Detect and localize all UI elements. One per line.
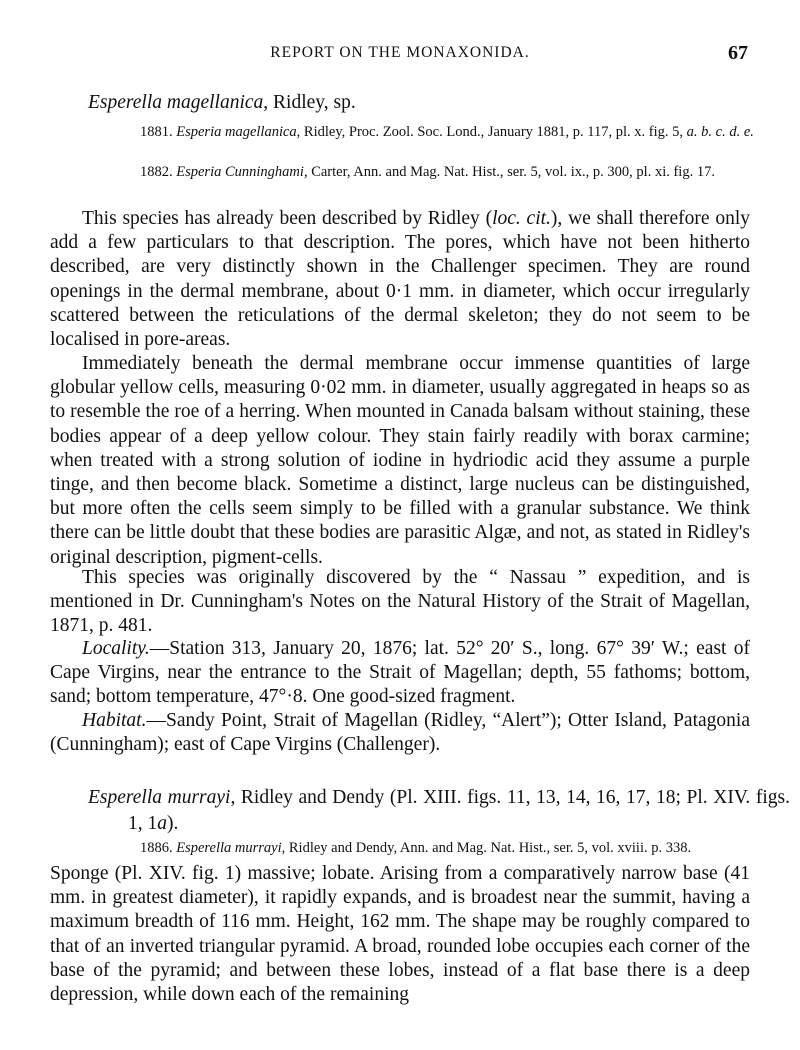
citation-year: 1886. [140, 840, 173, 856]
paragraph-origin: This species was originally discovered by the “ Nassau ” expedition, and is mentioned in Dr. Cunningham's Notes on the Natural History of the Strait of Magellan, 1871, p. 481. [50, 567, 750, 637]
species-authority: , Ridley, sp. [263, 92, 356, 113]
species-name: Esperella murrayi [88, 787, 231, 808]
running-title: REPORT ON THE MONAXONIDA. [270, 44, 530, 61]
citation-taxon: Esperia Cunninghami [176, 164, 304, 180]
citation-1886 [50, 838, 800, 858]
citation-year: 1881. [140, 124, 173, 140]
text-run-italic: loc. cit. [492, 208, 551, 229]
species-authority: , Ridley and Dendy (Pl. XIII. figs. 11, 13, 14, 16, 17, 18; Pl. XIV. figs. 1, 1 [128, 787, 791, 834]
citation-taxon: Esperella murrayi [176, 840, 282, 856]
text-run: This species has already been described by Ridley ( [82, 208, 493, 229]
page-number: 67 [728, 42, 748, 64]
paragraph-murrayi-shape: Sponge (Pl. XIV. fig. 1) massive; lobate. Arising from a comparatively narrow base (41 mm. in greatest diameter), it rapidly expands, and is broadest near the summit, having a maximum breadth of 116 mm. Height, 162 mm. The shape may be roughly compared to that of an inverted triangular pyramid. A broad, rounded lobe occupies each corner of the base of the pyramid; and between these lobes, instead of a flat base there is a deep depression, while down each of the remaining [50, 863, 750, 1006]
text-run: ), we shall therefore only add a few particulars to that description. The pores, which have not been hitherto described, are very distinctly shown in the Challenger specimen. They are round openings in the dermal membrane, about 0·1 mm. in diameter, which occur irregularly scattered between the reticulations of the dermal skeleton; they do not seem to be localised in pore-areas. [50, 208, 750, 351]
page-header [50, 44, 750, 68]
citation-1882 [50, 162, 800, 182]
citation-text: , Carter, Ann. and Mag. Nat. Hist., ser. 5, vol. ix., p. 300, pl. xi. fig. 17. [303, 164, 715, 180]
citation-text: , Ridley and Dendy, Ann. and Mag. Nat. Hist., ser. 5, vol. xviii. p. 338. [281, 840, 692, 856]
paragraph-habitat [50, 709, 750, 757]
paragraph-yellow-cells: Immediately beneath the dermal membrane occur immense quantities of large globular yellow cells, measuring 0·02 mm. in diameter, usually aggregated in heaps so as to resemble the roe of a herring. When mounted in Canada balsam without staining, these bodies appear of a deep yellow colour. They stain fairly readily with borax carmine; when treated with a strong solution of iodine in hydriodic acid they assume a purple tinge, and then become black. Sometime a distinct, large nucleus can be distinguished, but more often the cells seem simply to be filled with a granular substance. We think there can be little doubt that these bodies are parasitic Algæ, and not, as stated in Ridley's original description, pigment-cells. [50, 353, 750, 568]
citation-text: , Ridley, Proc. Zool. Soc. Lond., January 1881, p. 117, pl. x. fig. 5, [296, 124, 687, 140]
species-authority-end: ). [167, 813, 179, 834]
species-heading-magellanica [50, 90, 788, 116]
paragraph-description [50, 207, 750, 352]
page [50, 0, 791, 1050]
citation-year: 1882. [140, 164, 173, 180]
species-heading-murrayi [88, 785, 790, 837]
citation-figs: a. b. c. d. e. [686, 124, 754, 140]
paragraph-locality [50, 637, 750, 710]
habitat-label: Habitat. [82, 710, 147, 731]
locality-text: —Station 313, January 20, 1876; lat. 52° 20′ S., long. 67° 39′ W.; east of Cape Virgins, near the entrance to the Strait of Magellan; depth, 55 fathoms; bottom, sand; bottom temperature, 47°·8. One good-sized fragment. [50, 638, 750, 708]
locality-label: Locality. [82, 638, 150, 659]
habitat-text: —Sandy Point, Strait of Magellan (Ridley, “Alert”); Otter Island, Patagonia (Cunningham); east of Cape Virgins (Challenger). [50, 710, 750, 756]
citation-1881 [50, 122, 800, 142]
species-name: Esperella magellanica [88, 92, 264, 113]
citation-taxon: Esperia magellanica [176, 124, 297, 140]
species-authority-italic: a [157, 813, 167, 834]
